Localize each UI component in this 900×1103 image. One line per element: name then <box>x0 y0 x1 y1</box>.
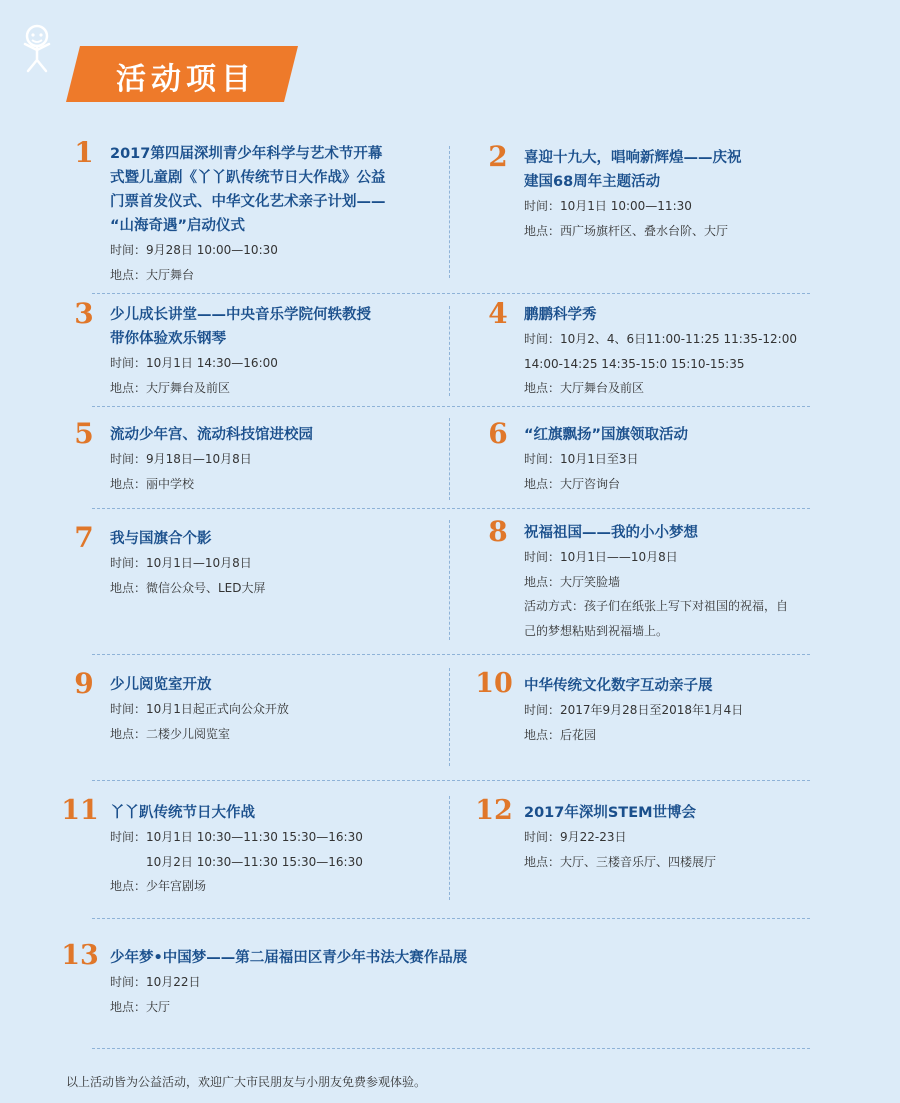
item-location: 地点：二楼少儿阅览室 <box>110 726 231 741</box>
item-location: 地点：少年宫剧场 <box>110 879 207 893</box>
item-number: 3 <box>74 297 94 330</box>
item-title: 祝福祖国——我的小小梦想 <box>524 525 698 541</box>
item-location: 地点：大厅舞台及前区 <box>524 381 645 395</box>
item-location: 地点：微信公众号、LED大屏 <box>110 580 266 595</box>
item-location: 地点：大厅舞台 <box>110 267 195 282</box>
item-number: 7 <box>74 521 94 554</box>
item-method-continued: 己的梦想粘贴到祝福墙上。 <box>524 623 669 638</box>
item-time-continued: 14:00-14:25 14:35-15:0 15:10-15:35 <box>524 356 745 371</box>
column-divider <box>449 520 450 640</box>
footer-note: 以上活动皆为公益活动，欢迎广大市民朋友与小朋友免费参观体验。 <box>66 1075 427 1089</box>
item-number: 1 <box>74 136 94 169</box>
item-number: 9 <box>74 667 94 700</box>
item-method: 活动方式：孩子们在纸张上写下对祖国的祝福，自 <box>524 599 789 613</box>
item-location: 地点：丽中学校 <box>110 476 195 491</box>
item-time: 时间：10月1日——10月8日 <box>524 550 678 564</box>
item-location: 地点：后花园 <box>524 727 597 742</box>
item-time: 时间：10月1日 10:00—11:30 <box>524 199 692 213</box>
item-title: 丫丫趴传统节日大作战 <box>110 805 255 821</box>
item-title: 2017第四届深圳青少年科学与艺术节开幕 式暨儿童剧《丫丫趴传统节日大作战》公益 门票首发仪式、中华文化艺术亲子计划—— “山海奇遇”启动仪式 <box>110 146 386 234</box>
row-divider <box>92 293 810 294</box>
item-location: 地点：西广场旗杆区、叠水台阶、大厅 <box>524 223 729 238</box>
item-title: 2017年深圳STEM世博会 <box>524 805 697 821</box>
item-title: 流动少年宫、流动科技馆进校园 <box>110 427 313 443</box>
item-time: 时间：10月1日 14:30—16:00 <box>110 356 278 370</box>
row-divider <box>92 406 810 407</box>
row-divider <box>92 508 810 509</box>
item-number: 10 <box>475 668 513 699</box>
column-divider <box>449 306 450 396</box>
item-location: 地点：大厅舞台及前区 <box>110 380 231 395</box>
item-location: 地点：大厅咨询台 <box>524 476 621 491</box>
item-number: 12 <box>475 795 513 826</box>
row-divider <box>92 1048 810 1049</box>
item-location: 地点：大厅 <box>110 999 171 1014</box>
item-title: “红旗飘扬”国旗领取活动 <box>524 427 689 443</box>
item-title: 中华传统文化数字互动亲子展 <box>524 678 713 694</box>
item-time: 时间：10月22日 <box>110 975 201 989</box>
section-banner <box>66 46 298 102</box>
item-number: 4 <box>488 297 508 330</box>
item-title: 少年梦•中国梦——第二届福田区青少年书法大赛作品展 <box>110 950 468 966</box>
mascot-icon <box>18 22 56 74</box>
item-time: 时间：9月18日—10月8日 <box>110 452 252 466</box>
item-number: 13 <box>61 940 99 971</box>
column-divider <box>449 796 450 900</box>
row-divider <box>92 918 810 919</box>
item-time: 时间：10月1日至3日 <box>524 452 639 466</box>
item-title: 喜迎十九大，唱响新辉煌——庆祝 建国68周年主题活动 <box>524 150 742 190</box>
column-divider <box>449 668 450 766</box>
item-number: 5 <box>74 417 94 450</box>
item-time: 时间：10月1日 10:30—11:30 15:30—16:30 <box>110 830 363 844</box>
column-divider <box>449 418 450 500</box>
item-title: 少儿阅览室开放 <box>110 677 212 693</box>
item-number: 6 <box>488 417 508 450</box>
item-number: 11 <box>61 795 99 826</box>
item-location: 地点：大厅笑脸墙 <box>524 574 621 589</box>
item-time: 时间：10月2、4、6日11:00-11:25 11:35-12:00 <box>524 332 797 346</box>
item-number: 2 <box>488 140 508 173</box>
item-time: 时间：10月1日—10月8日 <box>110 556 252 570</box>
item-time: 时间：10月1日起正式向公众开放 <box>110 702 289 716</box>
item-title: 鹏鹏科学秀 <box>524 307 597 323</box>
item-number: 8 <box>488 515 508 548</box>
item-location: 地点：大厅、三楼音乐厅、四楼展厅 <box>524 854 717 869</box>
item-time: 时间：9月28日 10:00—10:30 <box>110 243 278 257</box>
item-title: 我与国旗合个影 <box>110 531 212 547</box>
item-time: 时间：9月22-23日 <box>524 830 627 844</box>
section-title: 活动项目 <box>116 62 256 97</box>
item-time: 时间：2017年9月28日至2018年1月4日 <box>524 703 744 717</box>
column-divider <box>449 146 450 278</box>
row-divider <box>92 654 810 655</box>
item-time-continued: 10月2日 10:30—11:30 15:30—16:30 <box>110 854 363 869</box>
item-title: 少儿成长讲堂——中央音乐学院何轶教授 带你体验欢乐钢琴 <box>110 307 371 347</box>
row-divider <box>92 780 810 781</box>
